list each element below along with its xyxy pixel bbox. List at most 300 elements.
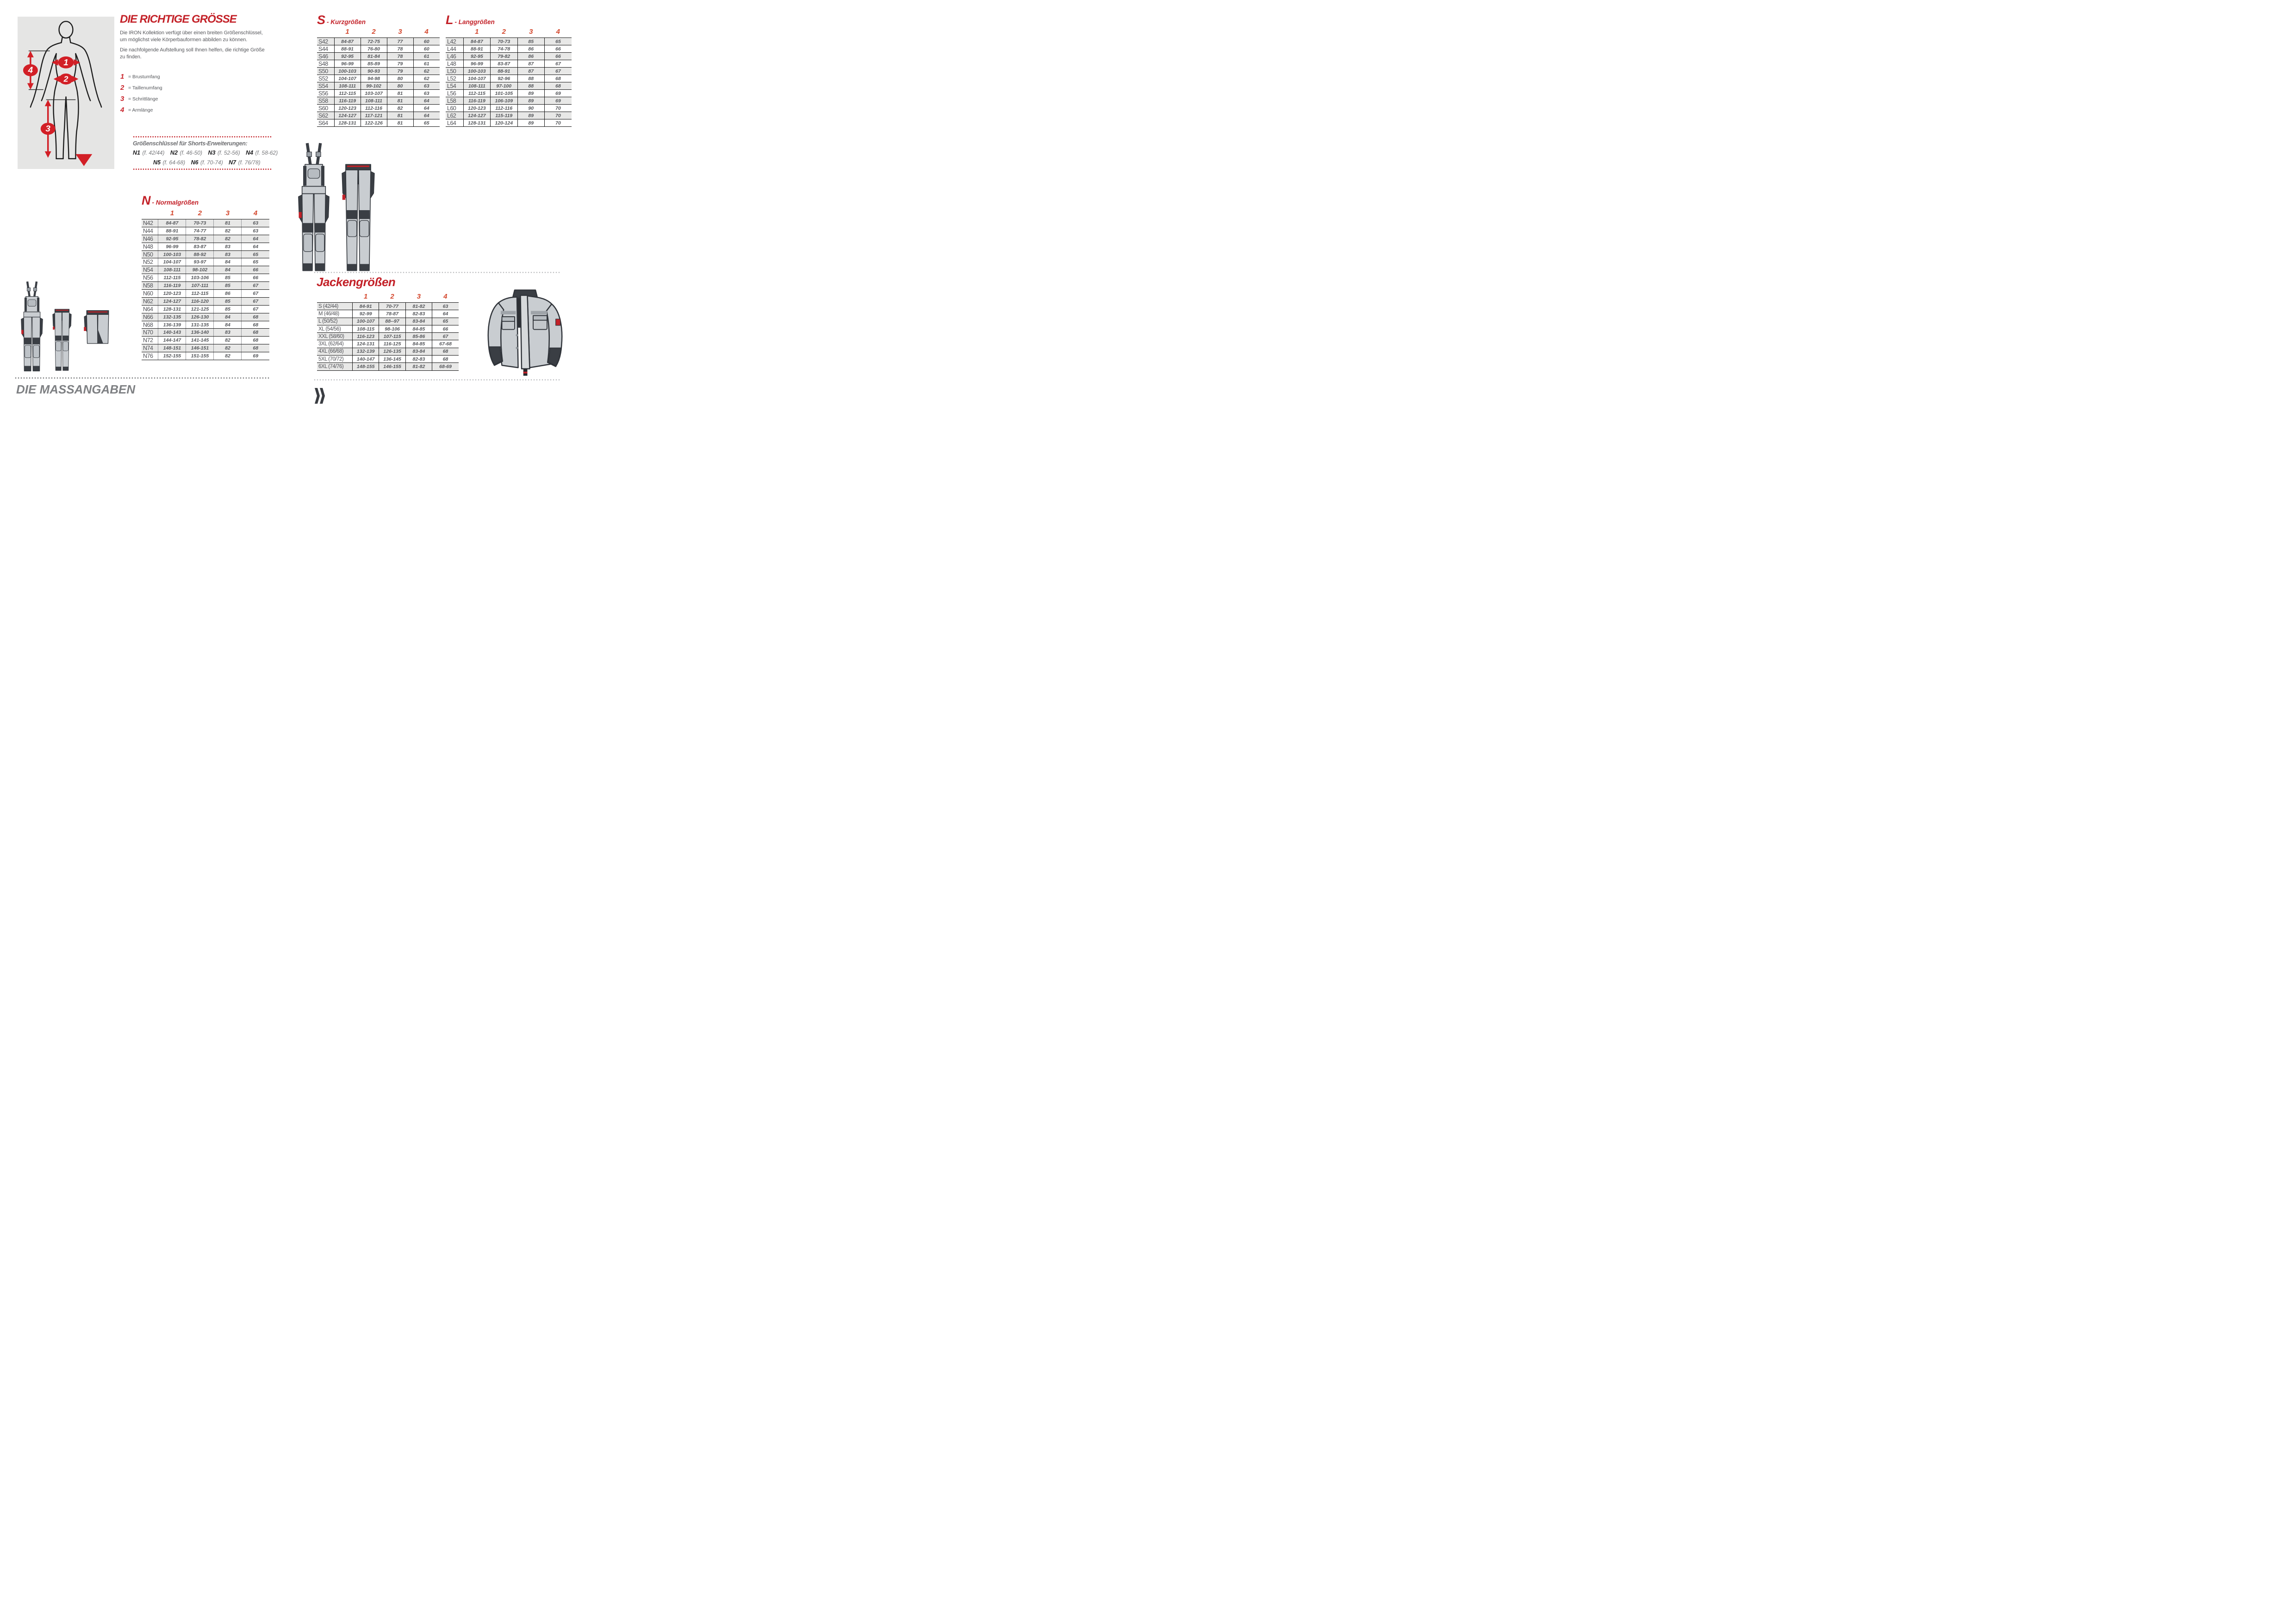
size-label: N46 <box>142 235 158 243</box>
measure-value: 84 <box>214 258 242 266</box>
jackengroessen-title: Jackengrößen <box>317 275 396 289</box>
measure-value: 136-145 <box>379 356 405 363</box>
table-row <box>142 337 269 344</box>
measure-value: 107-111 <box>186 282 214 290</box>
dotted-separator <box>314 271 560 274</box>
size-label: L62 <box>446 112 463 119</box>
size-range: (f. 76/78) <box>238 159 261 166</box>
measure-value: 112-115 <box>158 274 186 282</box>
legend-label: = Brustumfang <box>128 74 160 80</box>
measure-value: 136-139 <box>158 321 186 329</box>
table-row <box>317 38 440 45</box>
legend-item <box>120 84 162 92</box>
measure-value: 88-92 <box>186 250 214 258</box>
measure-value: 69 <box>544 90 572 97</box>
double-chevron-icon <box>314 388 328 404</box>
measure-value: 84 <box>214 313 242 321</box>
measure-value: 64 <box>413 105 440 112</box>
measure-value: 65 <box>544 38 572 45</box>
measure-value: 92-95 <box>158 235 186 243</box>
measure-value: 93-97 <box>186 258 214 266</box>
measure-value: 124-131 <box>353 340 379 348</box>
measure-value: 78 <box>387 45 413 53</box>
measure-value: 124-127 <box>463 112 490 119</box>
column-header: 1 <box>475 28 479 36</box>
measure-value: 116-119 <box>158 282 186 290</box>
size-label: L60 <box>446 105 463 112</box>
measure-value: 151-155 <box>186 352 214 360</box>
measure-value: 88-91 <box>491 68 517 75</box>
dotted-border-bottom <box>133 168 272 170</box>
measure-value: 116-119 <box>334 97 361 105</box>
measure-value: 63 <box>413 82 440 90</box>
corner-cell <box>317 293 353 303</box>
size-label: L58 <box>446 97 463 105</box>
measure-value: 66 <box>242 266 269 274</box>
measure-value: 61 <box>413 53 440 60</box>
measure-value: 104-107 <box>334 75 361 82</box>
measure-value: 96-99 <box>463 60 490 68</box>
measure-value: 92-96 <box>491 75 517 82</box>
measure-value: 112-115 <box>186 290 214 298</box>
measure-value: 132-139 <box>353 348 379 355</box>
measure-value: 92-99 <box>353 310 379 318</box>
size-label: N70 <box>142 329 158 337</box>
measure-value: 108-111 <box>463 82 490 90</box>
measure-value: 80 <box>387 82 413 90</box>
measure-value: 89 <box>517 90 544 97</box>
measure-value: 103-107 <box>361 90 387 97</box>
measure-value: 61 <box>413 60 440 68</box>
measure-value: 128-131 <box>463 119 490 127</box>
measure-value: 68 <box>242 337 269 344</box>
size-label: XXL (58/60) <box>317 333 353 340</box>
measure-value: 84-85 <box>405 340 432 348</box>
measure-value: 64 <box>413 112 440 119</box>
bib-overall-illustration <box>299 143 330 270</box>
body-outline <box>31 21 101 159</box>
measure-value: 120-124 <box>491 119 517 127</box>
table-row <box>142 313 269 321</box>
measure-value: 82 <box>214 352 242 360</box>
column-header-row <box>142 209 269 219</box>
table-row <box>317 303 459 310</box>
measure-value: 117-121 <box>361 112 387 119</box>
measure-value: 63 <box>242 219 269 227</box>
table-row <box>142 282 269 290</box>
measure-value: 88 <box>517 82 544 90</box>
measure-value: 84 <box>214 321 242 329</box>
size-code: N1 <box>133 150 140 156</box>
measure-value: 116-123 <box>353 333 379 340</box>
kurzgroessen-title <box>317 13 366 27</box>
table-row <box>142 250 269 258</box>
table-row <box>317 105 440 112</box>
measure-value: 88 <box>517 75 544 82</box>
measure-value: 112-115 <box>463 90 490 97</box>
measure-value: 83 <box>214 329 242 337</box>
measure-value: 78 <box>387 53 413 60</box>
table-row <box>317 363 459 370</box>
measure-value: 64 <box>413 97 440 105</box>
measure-value: 89 <box>517 119 544 127</box>
measure-value: 86 <box>517 53 544 60</box>
size-label: N54 <box>142 266 158 274</box>
measure-value: 70 <box>544 112 572 119</box>
column-header: 1 <box>364 293 368 300</box>
measure-value: 126-135 <box>379 348 405 355</box>
size-label: S60 <box>317 105 334 112</box>
measure-value: 81 <box>387 90 413 97</box>
measure-value: 124-127 <box>158 297 186 305</box>
measure-value: 112-115 <box>334 90 361 97</box>
size-code: N2 <box>170 150 178 156</box>
measure-value: 116-119 <box>463 97 490 105</box>
measure-value: 68-69 <box>432 363 459 370</box>
measure-value: 104-107 <box>158 258 186 266</box>
measure-value: 100-107 <box>353 318 379 325</box>
size-label: L48 <box>446 60 463 68</box>
measure-value: 88-91 <box>158 227 186 235</box>
table-row <box>446 53 572 60</box>
measure-value: 152-155 <box>158 352 186 360</box>
measure-value: 97-100 <box>491 82 517 90</box>
size-label: N64 <box>142 305 158 313</box>
measure-value: 63 <box>413 90 440 97</box>
measure-value: 120-123 <box>158 290 186 298</box>
size-label: N66 <box>142 313 158 321</box>
measure-value: 76-80 <box>361 45 387 53</box>
measure-value: 81-84 <box>361 53 387 60</box>
measure-value: 70-73 <box>491 38 517 45</box>
measure-value: 70 <box>544 105 572 112</box>
table-row <box>446 45 572 53</box>
measure-value: 112-116 <box>361 105 387 112</box>
size-label: S46 <box>317 53 334 60</box>
measure-value: 69 <box>544 97 572 105</box>
badge-4: 4 <box>28 65 33 75</box>
size-label: S (42/44) <box>317 303 353 310</box>
measure-value: 124-127 <box>334 112 361 119</box>
column-header: 3 <box>529 28 533 36</box>
table-row <box>317 356 459 363</box>
column-header: 4 <box>443 293 448 300</box>
measure-value: 66 <box>242 274 269 282</box>
table-row <box>317 68 440 75</box>
kurzgroessen-table <box>317 28 440 127</box>
size-label: L (50/52) <box>317 318 353 325</box>
table-row <box>317 75 440 82</box>
size-key-letter: L <box>446 13 453 27</box>
measure-value: 106-109 <box>491 97 517 105</box>
measure-value: 86 <box>517 45 544 53</box>
measure-value: 79 <box>387 60 413 68</box>
triangle-marker-icon <box>75 154 92 166</box>
measure-value: 81-82 <box>405 303 432 310</box>
measure-value: 85 <box>517 38 544 45</box>
measure-value: 85 <box>214 305 242 313</box>
intro-paragraph-1: Die IRON Kollektion verfügt über einen breiten Größenschlüssel, um möglichst viele Körperbauformen abbilden zu können. <box>120 30 263 43</box>
measure-value: 67 <box>432 333 459 340</box>
table-row <box>446 68 572 75</box>
table-row <box>446 90 572 97</box>
column-header: 2 <box>390 293 394 300</box>
measure-value: 82 <box>214 235 242 243</box>
column-header: 4 <box>556 28 560 36</box>
corner-cell <box>317 28 334 38</box>
measure-value: 62 <box>413 68 440 75</box>
size-label: S44 <box>317 45 334 53</box>
measure-value: 108-111 <box>334 82 361 90</box>
measure-value: 79-82 <box>491 53 517 60</box>
column-header: 2 <box>198 209 202 217</box>
size-range: (f. 64-68) <box>162 159 186 166</box>
size-label: N52 <box>142 258 158 266</box>
measure-value: 99-102 <box>361 82 387 90</box>
measure-value: 120-123 <box>463 105 490 112</box>
size-label: S58 <box>317 97 334 105</box>
column-header-row <box>317 28 440 38</box>
measure-value: 126-130 <box>186 313 214 321</box>
column-header: 1 <box>170 209 174 217</box>
size-label: L42 <box>446 38 463 45</box>
size-label: L64 <box>446 119 463 127</box>
column-header: 1 <box>345 28 349 36</box>
table-row <box>142 329 269 337</box>
measure-value: 82 <box>214 344 242 352</box>
measure-value: 67 <box>242 305 269 313</box>
measure-value: 72-75 <box>361 38 387 45</box>
size-label: N50 <box>142 250 158 258</box>
badge-1: 1 <box>63 57 68 68</box>
size-code: N5 <box>153 159 161 166</box>
table-row <box>142 235 269 243</box>
table-row <box>446 38 572 45</box>
size-label: L50 <box>446 68 463 75</box>
size-label: S54 <box>317 82 334 90</box>
size-range: (f. 46-50) <box>180 150 203 156</box>
size-label: L56 <box>446 90 463 97</box>
measure-value: 84-87 <box>463 38 490 45</box>
measure-value: 64 <box>242 243 269 250</box>
measure-value: 92-95 <box>463 53 490 60</box>
legend-label: = Armlänge <box>128 107 153 113</box>
normalgroessen-title <box>142 194 199 208</box>
measure-value: 85-86 <box>405 333 432 340</box>
measure-value: 88--97 <box>379 318 405 325</box>
measure-value: 62 <box>413 75 440 82</box>
measure-value: 146-155 <box>379 363 405 370</box>
body-diagram-graphic <box>18 17 114 169</box>
measure-value: 67 <box>242 297 269 305</box>
table-row <box>317 53 440 60</box>
table-row <box>142 274 269 282</box>
shorts-size-note <box>133 136 278 170</box>
normalgroessen-table <box>142 209 269 360</box>
measure-value: 128-131 <box>158 305 186 313</box>
measure-value: 107-115 <box>379 333 405 340</box>
measure-value: 81-82 <box>405 363 432 370</box>
measure-value: 85 <box>214 282 242 290</box>
measure-value: 148-151 <box>158 344 186 352</box>
corner-cell <box>446 28 463 38</box>
size-guide-page <box>0 0 574 406</box>
size-label: N42 <box>142 219 158 227</box>
intro-paragraph-2: Die nachfolgende Aufstellung soll Ihnen helfen, die richtige Größe zu finden. <box>120 47 265 60</box>
measure-value: 60 <box>413 38 440 45</box>
table-row <box>446 119 572 127</box>
size-label: N76 <box>142 352 158 360</box>
size-range: (f. 42/44) <box>142 150 165 156</box>
measure-value: 83-87 <box>186 243 214 250</box>
measure-value: 84-91 <box>353 303 379 310</box>
measure-value: 90 <box>517 105 544 112</box>
table-row <box>317 112 440 119</box>
size-code: N7 <box>229 159 236 166</box>
size-code: N6 <box>191 159 199 166</box>
measure-value: 66 <box>544 45 572 53</box>
size-label: 4XL (66/68) <box>317 348 353 355</box>
measure-value: 67 <box>242 282 269 290</box>
measure-value: 78-87 <box>379 310 405 318</box>
langgroessen-table <box>446 28 572 127</box>
measure-value: 132-135 <box>158 313 186 321</box>
table-row <box>317 119 440 127</box>
size-range: (f. 58-62) <box>255 150 278 156</box>
measure-value: 88-91 <box>334 45 361 53</box>
footer-title: DIE MASSANGABEN <box>16 382 136 396</box>
bib-overall-illustration <box>21 281 43 371</box>
measure-legend <box>120 73 162 117</box>
size-label: N60 <box>142 290 158 298</box>
measure-value: 128-131 <box>334 119 361 127</box>
measure-value: 68 <box>242 313 269 321</box>
table-row <box>142 227 269 235</box>
size-key-letter: N <box>142 194 150 207</box>
langgroessen-title <box>446 13 495 27</box>
measure-value: 100-103 <box>158 250 186 258</box>
measure-value: 68 <box>242 344 269 352</box>
size-label: N48 <box>142 243 158 250</box>
measure-value: 68 <box>242 329 269 337</box>
measure-value: 85-89 <box>361 60 387 68</box>
measure-value: 60 <box>413 45 440 53</box>
measure-value: 78-82 <box>186 235 214 243</box>
measure-value: 81 <box>214 219 242 227</box>
measure-value: 65 <box>242 250 269 258</box>
measure-value: 68 <box>242 321 269 329</box>
measure-value: 96-99 <box>334 60 361 68</box>
table-row <box>446 97 572 105</box>
table-row <box>317 90 440 97</box>
size-code: N4 <box>246 150 254 156</box>
size-label: N72 <box>142 337 158 344</box>
measure-value: 121-125 <box>186 305 214 313</box>
column-header-row <box>317 293 459 303</box>
measure-value: 98-102 <box>186 266 214 274</box>
measure-value: 115-119 <box>491 112 517 119</box>
measure-value: 116-125 <box>379 340 405 348</box>
table-row <box>317 340 459 348</box>
measure-value: 141-145 <box>186 337 214 344</box>
table-row <box>317 310 459 318</box>
measure-value: 66 <box>544 53 572 60</box>
table-row <box>317 318 459 325</box>
column-header: 3 <box>225 209 230 217</box>
measure-value: 122-126 <box>361 119 387 127</box>
size-label: L44 <box>446 45 463 53</box>
measure-value: 77 <box>387 38 413 45</box>
size-label: S50 <box>317 68 334 75</box>
size-label: 6XL (74/76) <box>317 363 353 370</box>
measure-value: 98-106 <box>379 325 405 332</box>
badge-2: 2 <box>63 74 68 84</box>
size-label: N56 <box>142 274 158 282</box>
measure-value: 68 <box>432 356 459 363</box>
table-row <box>317 45 440 53</box>
measure-value: 89 <box>517 97 544 105</box>
table-row <box>317 60 440 68</box>
corner-cell <box>142 209 158 219</box>
measure-value: 65 <box>432 318 459 325</box>
column-header: 3 <box>398 28 402 36</box>
measure-value: 64 <box>432 310 459 318</box>
measure-value: 87 <box>517 68 544 75</box>
measure-value: 63 <box>432 303 459 310</box>
page-title: DIE RICHTIGE GRÖSSE <box>120 13 236 25</box>
measure-value: 84-87 <box>158 219 186 227</box>
column-header: 2 <box>502 28 506 36</box>
column-header: 3 <box>417 293 421 300</box>
size-key-label: - Kurzgrößen <box>327 19 366 25</box>
measure-value: 82 <box>387 105 413 112</box>
measure-value: 83-84 <box>405 318 432 325</box>
table-row <box>142 352 269 360</box>
shorts-note-title: Größenschlüssel für Shorts-Erweiterungen: <box>133 140 248 147</box>
legend-item <box>120 95 162 103</box>
measure-value: 68 <box>544 82 572 90</box>
size-label: S56 <box>317 90 334 97</box>
measure-value: 146-151 <box>186 344 214 352</box>
measure-value: 65 <box>413 119 440 127</box>
dotted-separator <box>314 379 560 381</box>
column-header: 2 <box>372 28 376 36</box>
measure-value: 116-120 <box>186 297 214 305</box>
measure-value: 66 <box>432 325 459 332</box>
measure-value: 81 <box>387 97 413 105</box>
dotted-separator <box>15 377 269 379</box>
measure-value: 80 <box>387 75 413 82</box>
measure-value: 81 <box>387 112 413 119</box>
measure-value: 84 <box>214 266 242 274</box>
dotted-border-top <box>133 136 272 138</box>
size-label: S52 <box>317 75 334 82</box>
measure-value: 108-111 <box>158 266 186 274</box>
table-row <box>317 333 459 340</box>
measure-value: 84-87 <box>334 38 361 45</box>
measure-value: 67 <box>544 60 572 68</box>
measure-value: 144-147 <box>158 337 186 344</box>
measure-value: 103-106 <box>186 274 214 282</box>
column-header-row <box>446 28 572 38</box>
measure-value: 81 <box>387 119 413 127</box>
work-jacket-illustration <box>488 290 562 376</box>
measure-value: 67 <box>242 290 269 298</box>
size-range: (f. 52-56) <box>217 150 240 156</box>
measure-value: 131-135 <box>186 321 214 329</box>
size-label: S64 <box>317 119 334 127</box>
measure-value: 83-87 <box>491 60 517 68</box>
